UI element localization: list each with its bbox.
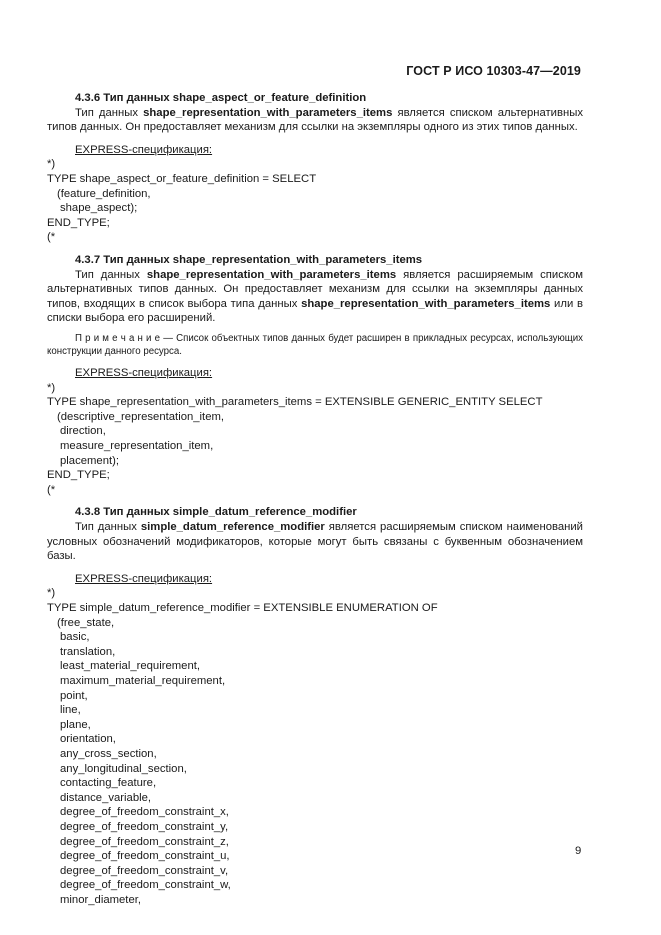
code-line: TYPE shape_aspect_or_feature_definition = SELECT: [47, 172, 317, 185]
code-line: contacting_feature,: [60, 777, 157, 790]
code-line: least_material_requirement,: [60, 660, 201, 673]
code-line: degree_of_freedom_constraint_v,: [60, 864, 229, 877]
code-line: (free_state,: [57, 616, 115, 629]
code-line: (*: [47, 231, 56, 244]
express-spec-label: EXPRESS-спецификация:: [75, 143, 213, 156]
code-line: *): [47, 158, 56, 171]
express-code-block: [47, 381, 583, 498]
code-line: degree_of_freedom_constraint_y,: [60, 820, 229, 833]
code-line: *): [47, 587, 56, 600]
code-line: END_TYPE;: [47, 216, 110, 229]
code-line: degree_of_freedom_constraint_u,: [60, 850, 230, 863]
code-line: line,: [60, 704, 81, 717]
code-line: any_longitudinal_section,: [60, 762, 187, 775]
code-line: any_cross_section,: [60, 747, 157, 760]
document-header: ГОСТ Р ИСО 10303-47—2019: [406, 64, 581, 78]
section-paragraph-4-3-6: Тип данных shape_representation_with_parameters_items является списком альтернативных типов данных. Он предоставляет механизм для ссылки на экземпляры одного из этих типов данных.: [47, 106, 583, 134]
section-heading-4-3-7: 4.3.7 Тип данных shape_representation_with_parameters_items: [75, 253, 423, 266]
code-line: END_TYPE;: [47, 469, 110, 482]
page-content: [47, 91, 583, 907]
code-line: distance_variable,: [60, 791, 152, 804]
code-line: orientation,: [60, 733, 116, 746]
express-spec-label: EXPRESS-спецификация:: [75, 367, 213, 380]
code-line: point,: [60, 689, 88, 702]
section-heading-4-3-8: 4.3.8 Тип данных simple_datum_reference_modifier: [75, 506, 357, 519]
code-line: degree_of_freedom_constraint_z,: [60, 835, 229, 848]
note-paragraph: П р и м е ч а н и е — Список объектных типов данных будет расширен в прикладных ресурсах, использующих конструкции данного ресурса.: [47, 332, 583, 357]
code-line: *): [47, 381, 56, 394]
code-line: translation,: [60, 645, 116, 658]
code-line: basic,: [60, 631, 90, 644]
code-line: TYPE shape_representation_with_parameters_items = EXTENSIBLE GENERIC_ENTITY SELECT: [47, 396, 543, 409]
section-paragraph-4-3-7: Тип данных shape_representation_with_parameters_items является расширяемым списком альтернативных типов данных. Он предоставляет механизм для ссылки на экземпляры данных типов, входящих в список выбора типа данных shape_representation_with_parameters_items или в списки выбора его расширений.: [47, 268, 583, 325]
code-line: shape_aspect);: [60, 202, 138, 215]
section-heading-4-3-6: 4.3.6 Тип данных shape_aspect_or_feature_definition: [75, 92, 367, 104]
section-paragraph-4-3-8: Тип данных simple_datum_reference_modifier является расширяемым списком наименований условных обозначений модификаторов, которые могут быть связаны с буквенным обозначением базы.: [47, 521, 583, 563]
code-line: TYPE simple_datum_reference_modifier = EXTENSIBLE ENUMERATION OF: [47, 602, 438, 614]
code-line: (*: [47, 483, 56, 496]
code-line: maximum_material_requirement,: [60, 674, 226, 687]
express-spec-label: EXPRESS-спецификация:: [75, 572, 213, 585]
code-line: direction,: [60, 425, 106, 438]
code-line: minor_diameter,: [60, 893, 141, 906]
express-code-block: [47, 157, 583, 245]
code-line: measure_representation_item,: [60, 440, 214, 453]
express-code-block: [47, 586, 583, 907]
code-line: (descriptive_representation_item,: [57, 410, 225, 423]
code-line: degree_of_freedom_constraint_w,: [60, 879, 231, 892]
page-number: 9: [575, 845, 582, 857]
code-line: (feature_definition,: [57, 187, 151, 200]
code-line: degree_of_freedom_constraint_x,: [60, 806, 229, 819]
code-line: plane,: [60, 718, 91, 731]
code-line: placement);: [60, 454, 120, 467]
